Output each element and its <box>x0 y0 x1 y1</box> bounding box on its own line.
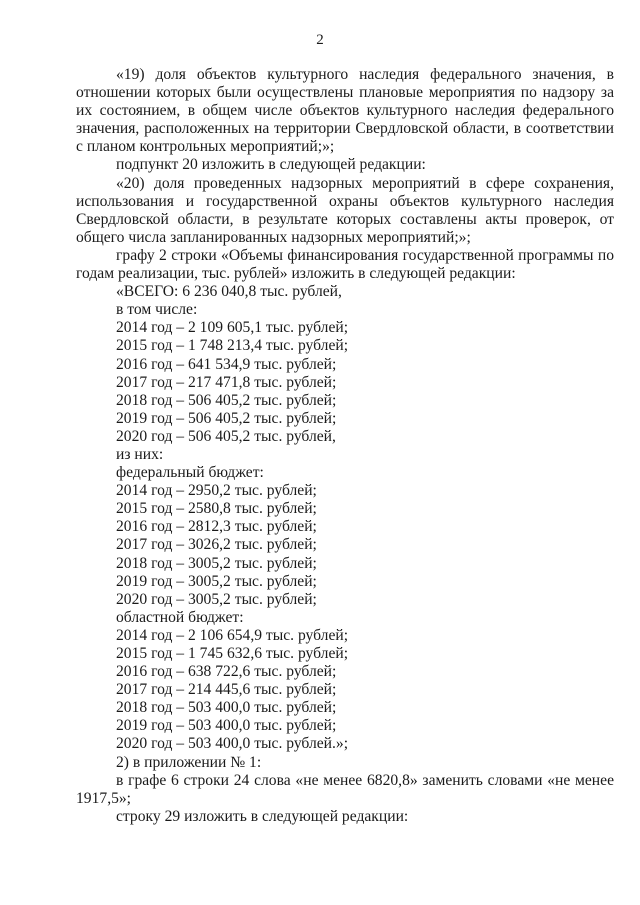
financing-line: 2015 год – 1 748 213,4 тыс. рублей; <box>116 337 349 355</box>
financing-line: 2017 год – 214 445,6 тыс. рублей; <box>116 681 337 699</box>
financing-line: 2015 год – 2580,8 тыс. рублей; <box>116 500 317 518</box>
financing-line: 2016 год – 2812,3 тыс. рублей; <box>116 518 317 536</box>
paragraph-column-6-replacement: в графе 6 строки 24 слова «не менее 6820,8» заменить словами «не менее 1917,5»; <box>76 771 614 807</box>
paragraph-item-20: «20) доля проведенных надзорных мероприятий в сфере сохранения, использования и государственной охраны объектов культурного наследия Свердловской области, в результате которых составлены акты проверок, от общего числа запланированных надзорных мероприятий;»; <box>76 174 614 246</box>
financing-list <box>76 283 614 753</box>
financing-line: из них: <box>116 445 164 463</box>
financing-line: 2017 год – 3026,2 тыс. рублей; <box>116 536 317 554</box>
financing-line: 2020 год – 3005,2 тыс. рублей; <box>116 590 317 608</box>
financing-line: 2019 год – 503 400,0 тыс. рублей; <box>116 717 337 735</box>
financing-line: 2018 год – 503 400,0 тыс. рублей; <box>116 699 337 717</box>
financing-line: 2018 год – 506 405,2 тыс. рублей; <box>116 391 337 409</box>
financing-line: 2014 год – 2 109 605,1 тыс. рублей; <box>116 319 349 337</box>
financing-line: 2014 год – 2 106 654,9 тыс. рублей; <box>116 626 349 644</box>
financing-line: 2019 год – 3005,2 тыс. рублей; <box>116 572 317 590</box>
paragraph-financing-instruction: графу 2 строки «Объемы финансирования государственной программы по годам реализации, тыс. рублей» изложить в следующей редакции: <box>76 246 614 283</box>
paragraph-row-29-instruction: строку 29 изложить в следующей редакции: <box>116 807 409 825</box>
regional-budget-heading: областной бюджет: <box>116 608 244 626</box>
financing-line: в том числе: <box>116 301 198 319</box>
financing-line: 2018 год – 3005,2 тыс. рублей; <box>116 554 317 572</box>
appendix-1-heading: 2) в приложении № 1: <box>116 753 262 771</box>
financing-line: 2020 год – 503 400,0 тыс. рублей.»; <box>116 735 349 753</box>
paragraph-item-19: «19) доля объектов культурного наследия федерального значения, в отношении которых были осуществлены плановые мероприятия по надзору за их состоянием, в общем числе объектов культурного наследия федерального значения, расположенных на территории Свердловской области, в соответствии с планом контрольных мероприятий;»; <box>76 66 614 156</box>
financing-line: 2014 год – 2950,2 тыс. рублей; <box>116 482 317 500</box>
financing-line: 2016 год – 641 534,9 тыс. рублей; <box>116 355 337 373</box>
federal-budget-heading: федеральный бюджет: <box>116 464 264 482</box>
paragraph-subpoint-20-instruction: подпункт 20 изложить в следующей редакции: <box>116 156 426 174</box>
financing-line: 2016 год – 638 722,6 тыс. рублей; <box>116 663 337 681</box>
document-body <box>76 66 614 826</box>
financing-line: 2015 год – 1 745 632,6 тыс. рублей; <box>116 645 349 662</box>
financing-line: 2020 год – 506 405,2 тыс. рублей, <box>116 427 336 445</box>
financing-line: 2019 год – 506 405,2 тыс. рублей; <box>116 409 337 427</box>
financing-total: «ВСЕГО: 6 236 040,8 тыс. рублей, <box>116 283 342 301</box>
page-number: 2 <box>316 32 324 48</box>
financing-line: 2017 год – 217 471,8 тыс. рублей; <box>116 373 337 391</box>
